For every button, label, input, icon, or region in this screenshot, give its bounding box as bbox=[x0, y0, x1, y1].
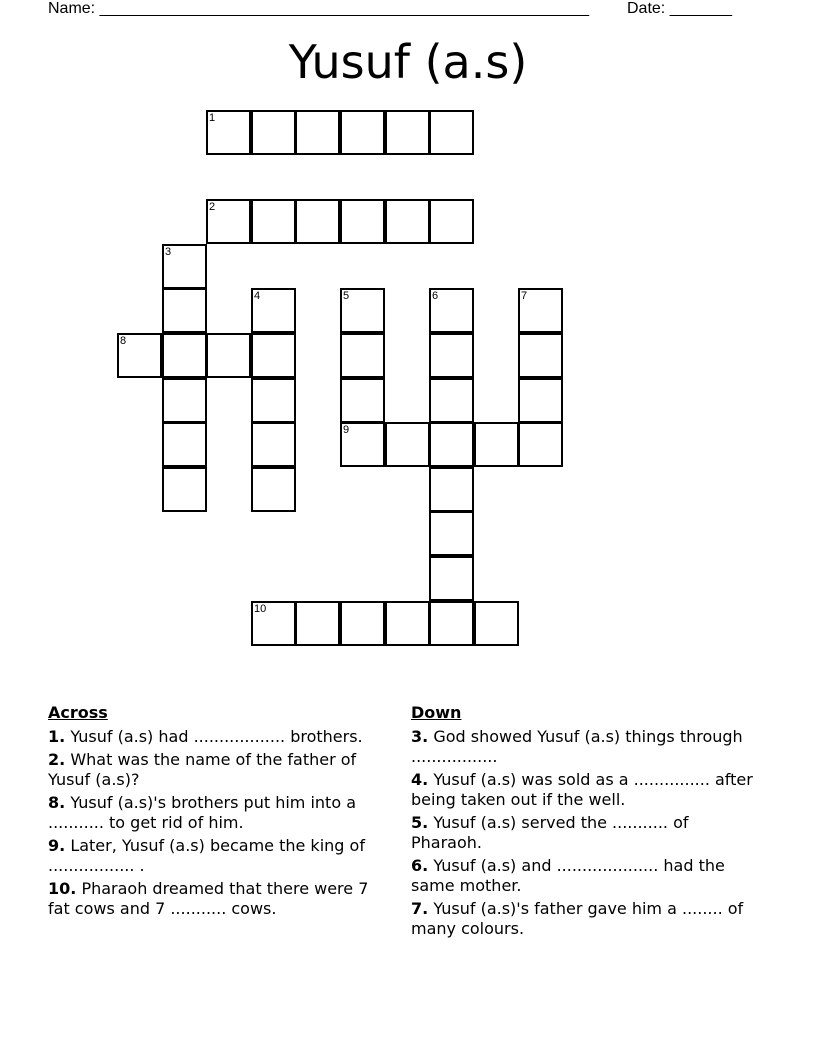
grid-cell[interactable] bbox=[340, 333, 385, 378]
date-field[interactable]: Date: _______ bbox=[627, 0, 732, 17]
grid-cell[interactable] bbox=[251, 601, 296, 646]
grid-cell[interactable] bbox=[162, 288, 207, 333]
grid-cell[interactable] bbox=[295, 199, 340, 244]
grid-cell[interactable] bbox=[162, 467, 207, 512]
down-clue-7: 7. Yusuf (a.s)'s father gave him a ........ of many colours. bbox=[411, 899, 744, 938]
grid-cell[interactable] bbox=[206, 199, 251, 244]
grid-cell[interactable] bbox=[295, 601, 340, 646]
grid-cell[interactable] bbox=[340, 110, 385, 155]
clue-number: 2 bbox=[209, 201, 216, 213]
grid-cell[interactable] bbox=[429, 110, 474, 155]
grid-cell[interactable] bbox=[429, 333, 474, 378]
grid-cell[interactable] bbox=[429, 556, 474, 601]
grid-cell[interactable] bbox=[429, 467, 474, 512]
clue-number: 8 bbox=[120, 335, 127, 347]
grid-cell[interactable] bbox=[251, 422, 296, 467]
grid-cell[interactable] bbox=[518, 378, 563, 423]
down-clues bbox=[411, 703, 756, 942]
grid-cell[interactable] bbox=[429, 601, 474, 646]
grid-cell[interactable] bbox=[117, 333, 162, 378]
across-clues bbox=[48, 703, 393, 922]
grid-cell[interactable] bbox=[518, 288, 563, 333]
across-clue-9: 9. Later, Yusuf (a.s) became the king of ................. . bbox=[48, 836, 365, 875]
grid-cell[interactable] bbox=[340, 199, 385, 244]
clue-number: 4 bbox=[254, 290, 261, 302]
grid-cell[interactable] bbox=[251, 288, 296, 333]
grid-cell[interactable] bbox=[385, 110, 430, 155]
grid-cell[interactable] bbox=[251, 110, 296, 155]
grid-cell[interactable] bbox=[340, 422, 385, 467]
grid-cell[interactable] bbox=[206, 110, 251, 155]
clue-number: 5 bbox=[343, 290, 350, 302]
grid-cell[interactable] bbox=[385, 199, 430, 244]
grid-cell[interactable] bbox=[429, 422, 474, 467]
grid-cell[interactable] bbox=[518, 333, 563, 378]
grid-cell[interactable] bbox=[251, 378, 296, 423]
grid-cell[interactable] bbox=[162, 378, 207, 423]
grid-cell[interactable] bbox=[251, 333, 296, 378]
grid-cell[interactable] bbox=[474, 422, 519, 467]
down-clue-4: 4. Yusuf (a.s) was sold as a ............... after being taken out if the well. bbox=[411, 770, 753, 809]
down-heading: Down bbox=[411, 703, 462, 722]
grid-cell[interactable] bbox=[340, 288, 385, 333]
grid-cell[interactable] bbox=[385, 601, 430, 646]
grid-cell[interactable] bbox=[429, 511, 474, 556]
across-clue-8: 8. Yusuf (a.s)'s brothers put him into a ........... to get rid of him. bbox=[48, 793, 356, 832]
grid-cell[interactable] bbox=[385, 422, 430, 467]
puzzle-title: Yusuf (a.s) bbox=[288, 35, 528, 89]
grid-cell[interactable] bbox=[251, 199, 296, 244]
grid-cell[interactable] bbox=[162, 244, 207, 289]
clue-number: 1 bbox=[209, 112, 216, 124]
name-field[interactable]: Name: _______________________________________________________ bbox=[48, 0, 589, 17]
across-clue-10: 10. Pharaoh dreamed that there were 7 fat cows and 7 ........... cows. bbox=[48, 879, 369, 918]
grid-cell[interactable] bbox=[162, 333, 207, 378]
across-clue-2: 2. What was the name of the father of Yusuf (a.s)? bbox=[48, 750, 357, 789]
down-clue-5: 5. Yusuf (a.s) served the ........... of Pharaoh. bbox=[411, 813, 689, 852]
grid-cell[interactable] bbox=[429, 288, 474, 333]
grid-cell[interactable] bbox=[429, 199, 474, 244]
grid-cell[interactable] bbox=[474, 601, 519, 646]
down-clue-6: 6. Yusuf (a.s) and .................... had the same mother. bbox=[411, 856, 725, 895]
clue-number: 6 bbox=[432, 290, 439, 302]
grid-cell[interactable] bbox=[340, 378, 385, 423]
grid-cell[interactable] bbox=[429, 378, 474, 423]
grid-cell[interactable] bbox=[340, 601, 385, 646]
grid-cell[interactable] bbox=[295, 110, 340, 155]
grid-cell[interactable] bbox=[251, 467, 296, 512]
clue-number: 3 bbox=[165, 246, 172, 258]
clue-number: 10 bbox=[254, 603, 267, 615]
clue-number: 9 bbox=[343, 424, 350, 436]
grid-cell[interactable] bbox=[518, 422, 563, 467]
clue-number: 7 bbox=[521, 290, 528, 302]
grid-cell[interactable] bbox=[206, 333, 251, 378]
down-clue-3: 3. God showed Yusuf (a.s) things through ................. bbox=[411, 727, 743, 766]
across-clue-1: 1. Yusuf (a.s) had .................. brothers. bbox=[48, 727, 363, 746]
across-heading: Across bbox=[48, 703, 108, 722]
grid-cell[interactable] bbox=[162, 422, 207, 467]
